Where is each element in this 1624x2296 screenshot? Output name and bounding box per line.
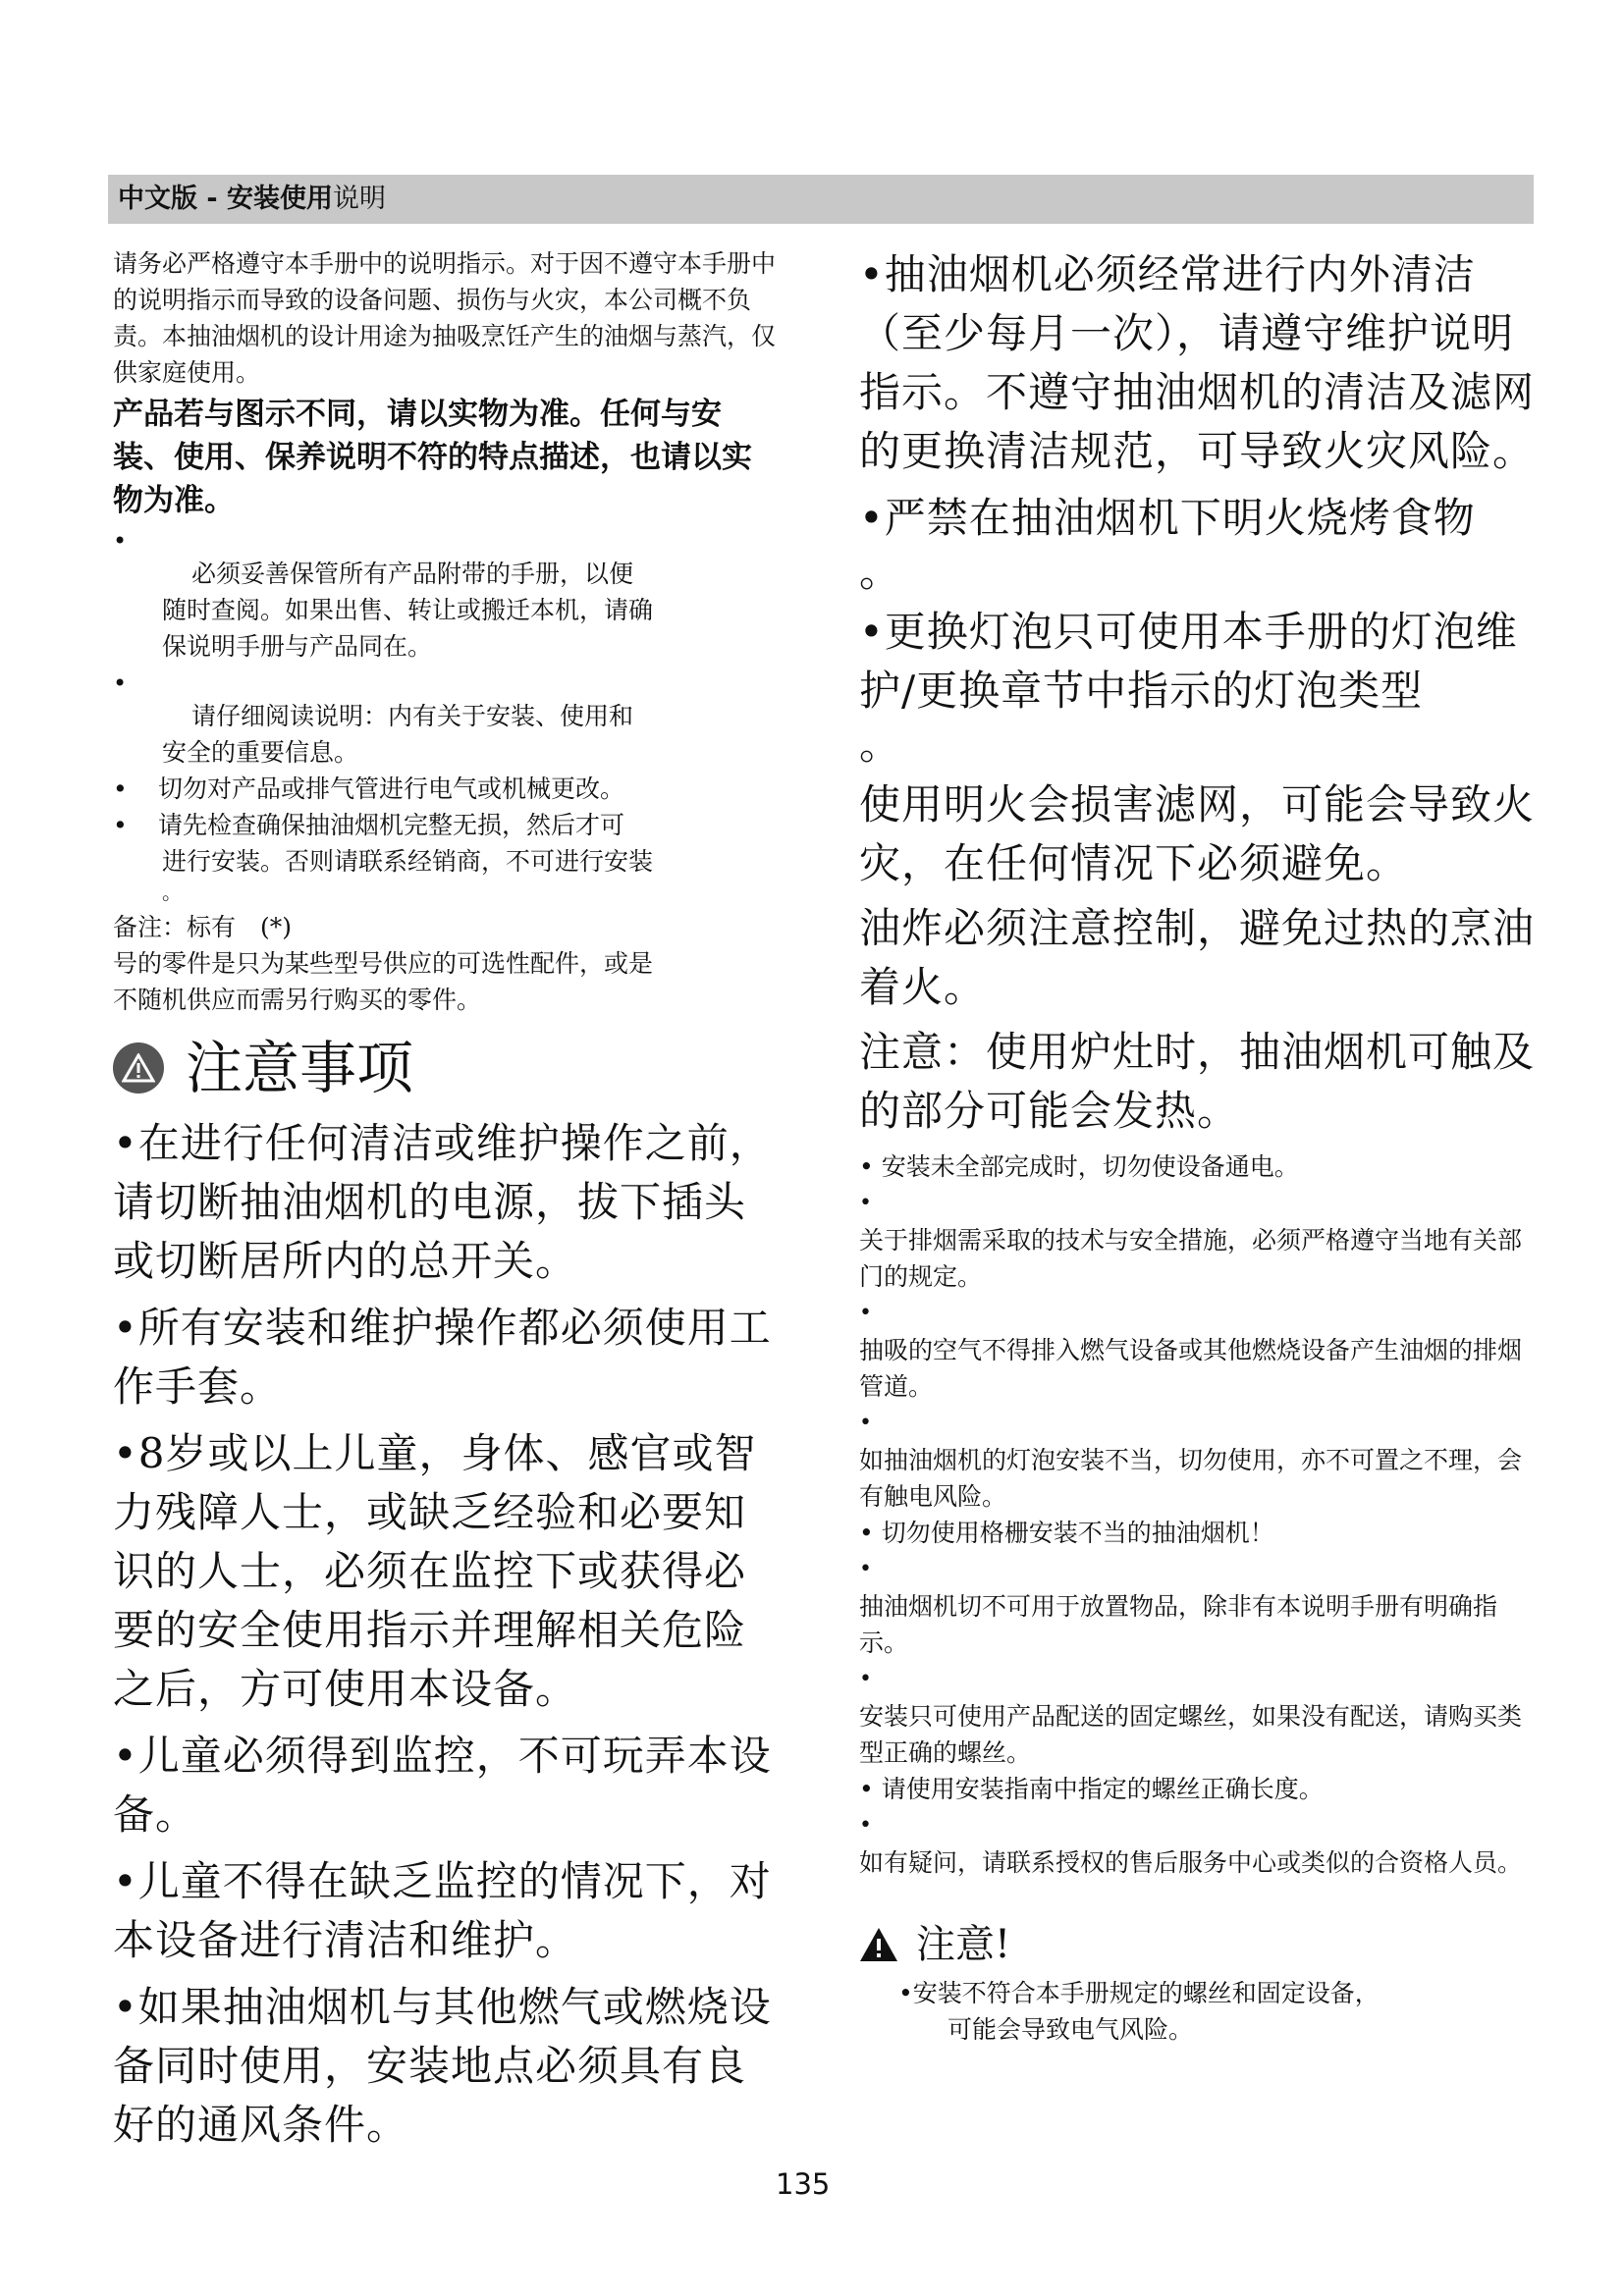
- bullet-dot: •: [113, 669, 128, 697]
- warning-power-off: •在进行任何清洁或维护操作之前，请切断抽油烟机的电源，拔下插头或切断居所内的总开关。: [113, 1119, 772, 1285]
- warning-triangle-icon: [859, 1927, 898, 1962]
- bullet-dot: •: [859, 1191, 872, 1215]
- warning-children-cleaning: •儿童不得在缺乏监控的情况下，对本设备进行清洁和维护。: [113, 1857, 772, 1964]
- no-modification-item: • 切勿对产品或排气管进行电气或机械更改。: [113, 774, 625, 803]
- caution-body: •安装不符合本手册规定的螺丝和固定设备， 可能会导致电气风险。: [898, 1979, 1380, 2044]
- trailing-period: 。: [859, 721, 901, 769]
- bold-notice: 产品若与图示不同，请以实物为准。任何与安装、使用、保养说明不符的特点描述，也请以实物为准。: [113, 397, 752, 518]
- grille-warning: • 切勿使用格栅安装不当的抽油烟机！: [859, 1519, 1274, 1547]
- left-column: [113, 245, 781, 2163]
- exhaust-duct-rule: 抽吸的空气不得排入燃气设备或其他燃烧设备产生油烟的排烟管道。: [859, 1336, 1523, 1401]
- bullet-dot: •: [859, 1667, 872, 1691]
- page-number: 135: [776, 2167, 831, 2201]
- bullet-dot: •: [859, 1301, 872, 1325]
- warning-children-supervision: •8岁或以上儿童，身体、感官或智力残障人士，或缺乏经验和必要知识的人士，必须在监控下或获得必要的安全使用指示并理解相关危险之后，方可使用本设备。: [113, 1429, 757, 1713]
- warning-gloves: •所有安装和维护操作都必须使用工作手套。: [113, 1304, 772, 1411]
- screw-length-rule: • 请使用安装指南中指定的螺丝正确长度。: [859, 1775, 1324, 1803]
- warning-cleaning-frequency: •抽油烟机必须经常进行内外清洁（至少每月一次），请遵守维护说明指示。不遵守抽油烟机的清洁及滤网的更换清洁规范，可导致火灾风险。: [859, 250, 1536, 475]
- contact-service: 如有疑问，请联系授权的售后服务中心或类似的合资格人员。: [859, 1848, 1523, 1877]
- bullet-dot: •: [859, 1813, 872, 1838]
- warning-hot-parts: 注意：使用炉灶时，抽油烟机可触及的部分可能会发热。: [859, 1028, 1536, 1135]
- warning-no-flambe: •严禁在抽油烟机下明火烧烤食物: [859, 494, 1476, 542]
- check-intact-item: • 请先检查确保抽油烟机完整无损，然后才可 进行安装。否则请联系经销商，不可进行安装 。: [113, 811, 654, 904]
- warning-circle-icon: [113, 1042, 164, 1094]
- warning-frying: 油炸必须注意控制，避免过热的烹油着火。: [859, 904, 1536, 1011]
- warning-bulb-type: •更换灯泡只可使用本手册的灯泡维护/更换章节中指示的灯泡类型: [859, 608, 1518, 715]
- read-instructions-item: 请仔细阅读说明：内有关于安装、使用和 安全的重要信息。: [162, 702, 634, 767]
- no-objects-warning: 抽油烟机切不可用于放置物品，除非有本说明手册有明确指示。: [859, 1592, 1498, 1657]
- no-power-before-install: • 安装未全部完成时，切勿使设备通电。: [859, 1152, 1299, 1181]
- warning-ventilation: •如果抽油烟机与其他燃气或燃烧设备同时使用，安装地点必须具有良好的通风条件。: [113, 1983, 772, 2149]
- caution-heading-text: 注意!: [916, 1922, 1011, 1967]
- right-column: [859, 245, 1537, 2048]
- section-header-title: 中文版 - 安装使用说明: [118, 184, 387, 214]
- manual-keep-item: 必须妥善保管所有产品附带的手册，以便 随时查阅。如果出售、转让或搬迁本机，请确 保说明手册与产品同在。: [162, 560, 654, 661]
- intro-paragraph: 请务必严格遵守本手册中的说明指示。对于因不遵守本手册中的说明指示而导致的设备问题、损伤与火灾，本公司概不负责。本抽油烟机的设计用途为抽吸烹饪产生的油烟与蒸汽，仅供家庭使用。: [113, 249, 777, 387]
- warnings-heading-text: 注意事项: [186, 1035, 414, 1101]
- note-block: 备注：标有 (*) 号的零件是只为某些型号供应的可选性配件，或是 不随机供应而需另行购买的零件。: [113, 913, 654, 1014]
- trailing-period: 。: [859, 548, 901, 596]
- bullet-dot: •: [859, 1411, 872, 1435]
- bullet-dot: •: [859, 1557, 872, 1581]
- bullet-dot: •: [113, 527, 128, 555]
- exhaust-regulations: 关于排烟需采取的技术与安全措施，必须严格遵守当地有关部门的规定。: [859, 1226, 1523, 1291]
- bulb-install-warning: 如抽油烟机的灯泡安装不当，切勿使用，亦不可置之不理，会有触电风险。: [859, 1446, 1523, 1511]
- section-header-bar: [108, 175, 1534, 224]
- warnings-heading: [113, 1032, 781, 1104]
- warning-children-play: •儿童必须得到监控，不可玩弄本设备。: [113, 1732, 772, 1839]
- caution-heading: [859, 1920, 1537, 1969]
- screws-rule: 安装只可使用产品配送的固定螺丝，如果没有配送，请购买类型正确的螺丝。: [859, 1702, 1523, 1767]
- warning-open-flame: 使用明火会损害滤网，可能会导致火灾，在任何情况下必须避免。: [859, 780, 1536, 887]
